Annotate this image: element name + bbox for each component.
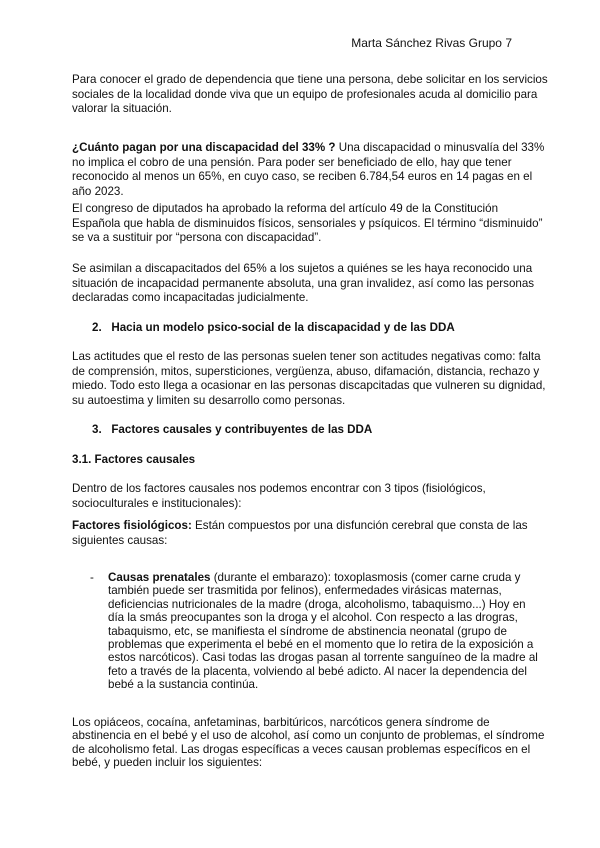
bullet-marker: - xyxy=(90,571,94,584)
text-span: Una discapacidad o minusvalía del 33% xyxy=(335,141,545,154)
text-line: Los opiáceos, cocaína, anfetaminas, barbitúricos, narcóticos genera síndrome de xyxy=(72,716,490,729)
bullet-marker-wrap xyxy=(90,571,94,584)
text-line: de alcoholismo fetal. Las drogas específicas a veces causan problemas específicos en el xyxy=(72,742,531,756)
paragraph-congreso xyxy=(72,202,542,246)
paragraph-pension xyxy=(72,141,544,199)
paragraph-asimilan xyxy=(72,262,534,306)
text-line xyxy=(72,141,544,156)
paragraph-actitudes xyxy=(72,350,546,408)
text-line: feto a través de la placenta, volviendo al bebé adicto. Al nacer la dependencia del xyxy=(108,664,527,678)
text-line: situación de incapacidad permanente absoluta, una gran invalidez, así como las personas xyxy=(72,276,535,290)
heading-number: 3. xyxy=(92,423,102,436)
text-line: bebé, y pueden incluir los siguientes: xyxy=(72,756,263,770)
text-line: Española que habla de disminuidos físicos, sensoriales y psíquicos. El término “disminuido” xyxy=(72,216,543,230)
text-line xyxy=(72,519,528,534)
heading-text: Hacia un modelo psico-social de la discapacidad y de las DDA xyxy=(111,321,455,334)
text-line: su autoestima y limiten su desarrollo como personas. xyxy=(72,393,346,407)
text-line: Se asimilan a discapacitados del 65% a los sujetos a quiénes se les haya reconocido una xyxy=(72,262,533,275)
text-line: abstinencia en el bebé y el uso de alcohol, así como un conjunto de problemas, el síndrome xyxy=(72,729,545,743)
text-line: no implica el cobro de una pensión. Para poder ser beneficiado de ello, hay que tener xyxy=(72,155,512,169)
text-line: reconocido al menos un 65%, en cuyo caso, se reciben 6.784,54 euros en 14 pagas en el xyxy=(72,170,533,184)
text-line: de comprensión, mitos, supersticiones, vergüenza, abuso, difamación, distancia, rechazo y xyxy=(72,364,540,378)
text-line: deficiencias nutricionales de la madre (droga, alcoholismo, tabaquismo...) Hoy en xyxy=(108,597,526,611)
text-line: valorar la situación. xyxy=(72,102,172,116)
text-line: también puede ser trasmitida por felinos), enfermedades virásicas maternas, xyxy=(108,584,502,598)
bold-term: Causas prenatales xyxy=(108,571,211,584)
heading-text: Factores causales y contribuyentes de las DDA xyxy=(111,423,373,436)
text-span: Están compuestos por una disfunción cerebral que consta de las xyxy=(191,519,528,532)
text-line: año 2023. xyxy=(72,184,124,198)
text-line: Dentro de los factores causales nos podemos encontrar con 3 tipos (fisiológicos, xyxy=(72,482,486,495)
text-line: sociales de la localidad donde viva que un equipo de profesionales acuda al domicilio para xyxy=(72,87,538,101)
text-line: siguientes causas: xyxy=(72,533,168,547)
text-line xyxy=(108,571,538,584)
text-line: bebé a la sustancia continúa. xyxy=(108,678,259,692)
text-line: problemas que experimenta el bebé en el momento que lo retira de la exposición a xyxy=(108,637,534,651)
text-line: Para conocer el grado de dependencia que tiene una persona, debe solicitar en los servicios xyxy=(72,73,548,86)
text-span: (durante el embarazo): toxoplasmosis (comer carne cruda y xyxy=(210,571,521,584)
text-line: tabaquismo, etc, se manifiesta el síndrome de abstinencia neonatal (grupo de xyxy=(108,624,507,638)
text-line: El congreso de diputados ha aprobado la reforma del artículo 49 de la Constitución xyxy=(72,202,499,215)
heading-section-3-1 xyxy=(72,453,195,468)
text-line: miedo. Todo esto llega a ocasionar en las personas discapcitadas que vulneren su dignidad, xyxy=(72,379,546,393)
heading-number: 2. xyxy=(92,321,102,334)
paragraph-dependencia xyxy=(72,73,548,117)
paragraph-tipos xyxy=(72,482,486,511)
text-line: día la smás preocupantes son la droga y el alcohol. Con respecto a las drogras, xyxy=(108,611,518,625)
bullet-prenatales xyxy=(108,571,538,692)
text-line: se va a sustituir por “persona con discapacidad”. xyxy=(72,231,322,245)
text-line: Las actitudes que el resto de las personas suelen tener son actitudes negativas como: falta xyxy=(72,350,541,363)
paragraph-fisiologicos xyxy=(72,519,528,548)
heading-text: 3.1. Factores causales xyxy=(72,453,196,466)
page-header: Marta Sánchez Rivas Grupo 7 xyxy=(351,36,512,50)
text-line: estos narcóticos). Casi todas las drogas pasan al torrente sanguíneo de la madre al xyxy=(108,651,538,665)
text-line: declaradas como incapacitadas judicialmente. xyxy=(72,291,309,305)
text-line: socioculturales e institucionales): xyxy=(72,496,242,510)
bold-question: ¿Cuánto pagan por una discapacidad del 33% ? xyxy=(72,141,336,154)
paragraph-opiaceos xyxy=(72,716,544,770)
heading-section-2 xyxy=(92,321,455,336)
heading-section-3 xyxy=(92,423,372,438)
bold-term: Factores fisiológicos: xyxy=(72,519,192,532)
